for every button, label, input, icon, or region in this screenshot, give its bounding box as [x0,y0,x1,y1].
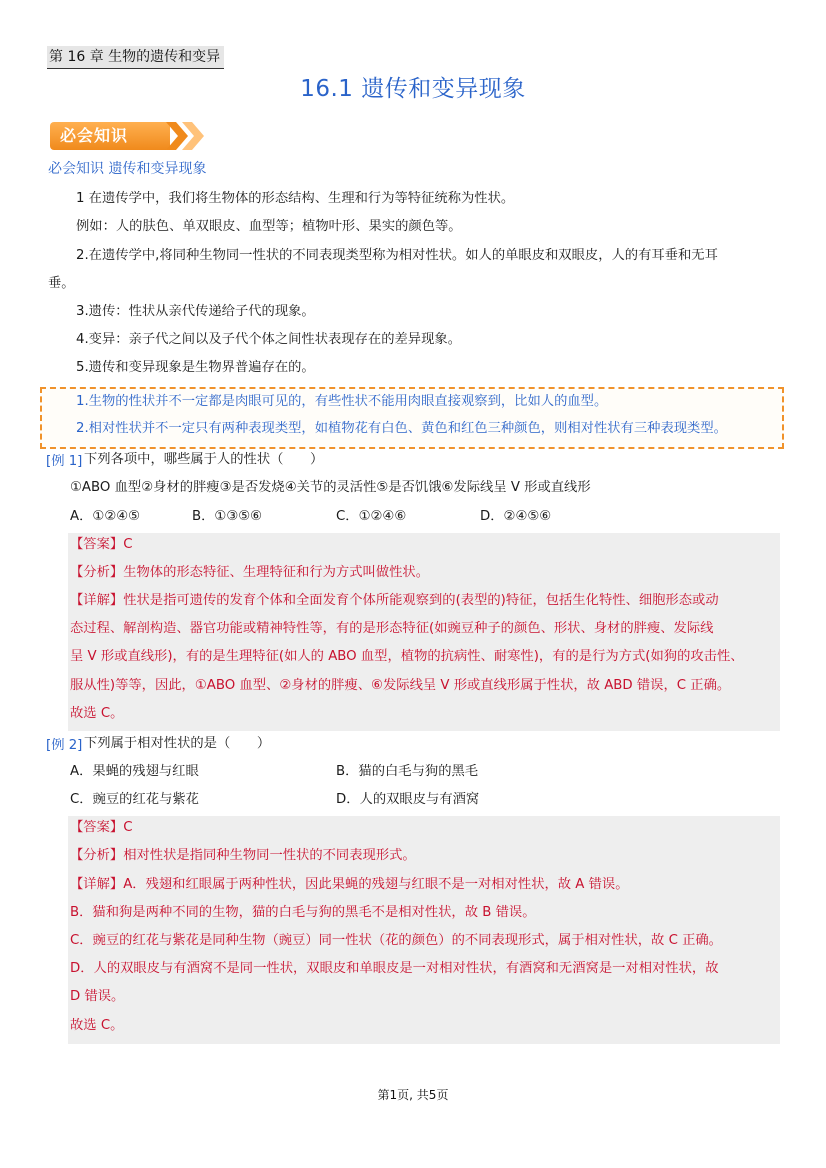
section-badge-label: 必会知识 [50,122,170,150]
chevron-right-icon [182,122,204,150]
example-1-answer [70,531,132,559]
paragraph-2-cont: 垂。 [48,276,75,291]
example-2-detail-line: B．猫和狗是两种不同的生物，猫的白毛与狗的黑毛不是相对性状，故 B 错误。 [70,905,536,920]
detail-line: 性状是指可遗传的发育个体和全面发育个体所能观察到的(表型的)特征，包括生化特性、细胞形态或动 [123,593,719,608]
example-2-label: [例 2] [46,738,83,753]
paragraph-1: 1 在遗传学中，我们将生物体的形态结构、生理和行为等特征统称为性状。 [76,191,515,206]
example-1-analysis [70,559,429,587]
example-1-detail-line: 服从性)等等，因此，①ABO 血型、②身材的胖瘦、⑥发际线呈 V 形或直线形属于性状，故 ABD 错误，C 正确。 [70,678,731,693]
example-1-option-a: A．①②④⑤ [70,509,141,524]
analysis-text: 生物体的形态特征、生理特征和行为方式叫做性状。 [123,565,430,580]
example-2-detail-line: D 错误。 [70,989,125,1004]
detail-line: A．残翅和红眼属于两种性状，因此果蝇的残翅与红眼不是一对相对性状，故 A 错误。 [123,877,629,892]
answer-tag: 【答案】 [70,537,124,552]
analysis-tag: 【分析】 [70,848,124,863]
answer-tag: 【答案】 [70,820,124,835]
paragraph-example: 例如：人的肤色、单双眼皮、血型等；植物叶形、果实的颜色等。 [76,219,462,234]
example-2-answer [70,814,132,842]
example-2-option-b: B．猫的白毛与狗的黑毛 [336,764,479,779]
analysis-tag: 【分析】 [70,565,124,580]
example-2-question: 下列属于相对性状的是（ ） [84,736,271,751]
detail-tag: 【详解】 [70,877,124,892]
paragraph-5: 5.遗传和变异现象是生物界普遍存在的。 [76,360,315,375]
example-1-option-c: C．①②④⑥ [336,509,407,524]
example-1-detail [70,587,719,615]
tip-2: 2.相对性状并不一定只有两种表现类型，如植物花有白色、黄色和红色三种颜色，则相对性状有三种表现类型。 [76,421,727,436]
example-1-conclusion: 故选 C。 [70,706,124,721]
example-2-analysis [70,842,416,870]
page-title: 16.1 遗传和变异现象 [300,76,526,102]
paragraph-4: 4.变异：亲子代之间以及子代个体之间性状表现存在的差异现象。 [76,332,461,347]
example-1-label: [例 1] [46,454,83,469]
example-2-detail [70,871,629,899]
answer-value: C [123,820,133,835]
page-number: 第1页, 共5页 [377,1088,449,1102]
example-2-option-c: C．豌豆的红花与紫花 [70,792,199,807]
example-1-detail-line: 态过程、解剖构造、器官功能或精神特性等，有的是形态特征(如豌豆种子的颜色、形状、身材的胖瘦、发际线 [70,621,714,636]
section-subheading: 必会知识 遗传和变异现象 [48,161,207,177]
example-2-detail-line: D．人的双眼皮与有酒窝不是同一性状，双眼皮和单眼皮是一对相对性状，有酒窝和无酒窝是一对相对性状，故 [70,961,719,976]
example-1-option-b: B．①③⑤⑥ [192,509,263,524]
example-2-option-a: A．果蝇的残翅与红眼 [70,764,199,779]
paragraph-2: 2.在遗传学中,将同种生物同一性状的不同表现类型称为相对性状。如人的单眼皮和双眼皮，人的有耳垂和无耳 [76,248,718,263]
answer-value: C [123,537,133,552]
example-2-conclusion: 故选 C。 [70,1018,124,1033]
example-1-question: 下列各项中，哪些属于人的性状（ ） [84,452,324,467]
example-1-items: ①ABO 血型②身材的胖瘦③是否发烧④关节的灵活性⑤是否饥饿⑥发际线呈 V 形或直线形 [70,480,591,495]
chapter-header: 第 16 章 生物的遗传和变异 [47,46,224,69]
analysis-text: 相对性状是指同种生物同一性状的不同表现形式。 [123,848,416,863]
example-2-detail-line: C．豌豆的红花与紫花是同种生物（豌豆）同一性状（花的颜色）的不同表现形式，属于相对性状，故 C 正确。 [70,933,722,948]
example-1-option-d: D．②④⑤⑥ [480,509,552,524]
detail-tag: 【详解】 [70,593,124,608]
paragraph-3: 3.遗传：性状从亲代传递给子代的现象。 [76,304,315,319]
example-1-detail-line: 呈 V 形或直线形)，有的是生理特征(如人的 ABO 血型，植物的抗病性、耐寒性)，有的是行为方式(如狗的攻击性、 [70,649,744,664]
example-2-option-d: D．人的双眼皮与有酒窝 [336,792,480,807]
tip-1: 1.生物的性状并不一定都是肉眼可见的，有些性状不能用肉眼直接观察到，比如人的血型。 [76,394,608,409]
